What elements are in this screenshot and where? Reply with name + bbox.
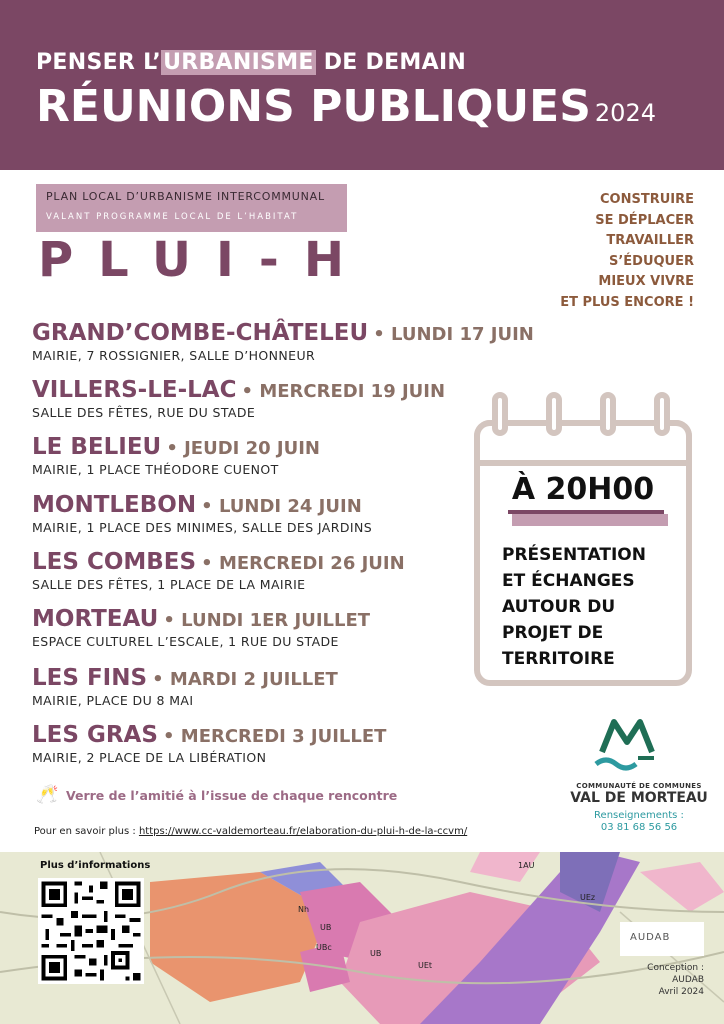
meeting-date-text: LUNDI 24 JUIN [218,496,362,517]
meeting-place: MAIRIE, 2 PLACE DE LA LIBÉRATION [32,750,267,765]
header-year: 2024 [594,99,656,127]
meeting-place: MAIRIE, 1 PLACE THÉODORE CUENOT [32,462,279,477]
plui-band [36,184,347,232]
meeting-place: MAIRIE, 1 PLACE DES MINIMES, SALLE DES JARDINS [32,520,373,535]
meeting-date-text: MERCREDI 26 JUIN [218,553,405,574]
toast-text: Verre de l’amitié à l’issue de chaque rencontre [66,788,398,803]
map-label: UBc [316,943,332,952]
header-banner [0,0,724,170]
more-info [34,826,467,837]
meeting-item [32,432,320,477]
meeting-item [32,490,372,535]
meeting-town: LES COMBES [32,549,197,575]
meeting-date-text: LUNDI 1ER JUILLET [181,610,371,631]
map-label: UB [370,949,382,958]
meeting-item [32,547,405,592]
calendar-time: À 20H00 [511,472,655,507]
meeting-date-text: MERCREDI 3 JUILLET [180,726,387,747]
calendar-card [474,420,692,686]
calendar-ring-icon [492,392,508,436]
meeting-item [32,318,534,363]
theme-item: MIEUX VIVRE [598,274,694,289]
meeting-date: • MERCREDI 19 JUIN [241,381,446,402]
plui-full-name: PLAN LOCAL D’URBANISME INTERCOMMUNAL [46,190,325,203]
meeting-town: LES FINS [32,665,148,691]
header-title [36,82,656,138]
audab-name: AUDAB [630,932,671,943]
champagne-glasses-icon: 🥂 [36,784,59,805]
calendar-ring-icon [600,392,616,436]
map-label: UEt [418,961,433,970]
more-info-label: Pour en savoir plus : [34,826,139,837]
community-name: VAL DE MORTEAU [570,790,708,806]
map-label: 1AU [518,861,535,870]
meeting-date-text: MARDI 2 JUILLET [169,669,338,690]
meeting-item [32,663,338,708]
plui-acronym: PLUI-H [38,232,369,288]
contact-label: Renseignements : [594,810,684,821]
theme-item: CONSTRUIRE [600,192,694,207]
meeting-date: • LUNDI 1ER JUILLET [163,610,371,631]
header-subtitle-end: DE DEMAIN [315,50,467,75]
calendar-line: PRÉSENTATION [502,545,646,565]
val-de-morteau-logo-icon [594,718,660,772]
credits-line: Avril 2024 [658,987,704,997]
meeting-item [32,604,370,649]
calendar-description [502,542,646,672]
meeting-date-text: JEUDI 20 JUIN [184,438,320,459]
theme-item: SE DÉPLACER [595,212,694,228]
calendar-underline [512,514,668,526]
qr-code[interactable] [38,878,144,984]
meeting-town: VILLERS-LE-LAC [32,377,237,403]
header-subtitle [36,50,466,75]
qr-label: Plus d’informations [40,860,151,871]
themes-list [560,190,694,313]
calendar-ring-icon [546,392,562,436]
meeting-place: SALLE DES FÊTES, RUE DU STADE [32,405,256,420]
calendar-ring-icon [654,392,670,436]
meeting-item [32,720,386,765]
meeting-date: • LUNDI 24 JUIN [201,496,362,517]
meeting-date-text: LUNDI 17 JUIN [391,324,534,345]
meeting-place: MAIRIE, PLACE DU 8 MAI [32,693,194,708]
map-label: Nh [298,905,310,914]
community-contact [564,810,714,834]
header-title-text: RÉUNIONS PUBLIQUES [36,81,591,132]
meeting-date: • LUNDI 17 JUIN [373,324,534,345]
credits-line: Conception : AUDAB [647,963,704,985]
calendar-line: TERRITOIRE [502,649,615,669]
theme-item: ET PLUS ENCORE ! [560,294,694,310]
meeting-town: MORTEAU [32,606,159,632]
plui-subtitle: VALANT PROGRAMME LOCAL DE L’HABITAT [46,212,299,222]
calendar-line: AUTOUR DU [502,597,616,617]
theme-item: TRAVAILLER [606,233,694,248]
community-small-label: COMMUNAUTÉ DE COMMUNES [576,782,702,790]
meeting-town: MONTLEBON [32,492,197,518]
header-subtitle-start: PENSER L’ [36,50,162,75]
map-label: UEz [580,893,596,902]
header-subtitle-highlight: URBANISME [163,50,314,75]
meeting-town: GRAND’COMBE-CHÂTELEU [32,320,369,346]
meeting-date: • MERCREDI 3 JUILLET [163,726,387,747]
meeting-town: LE BELIEU [32,434,162,460]
theme-item: S’ÉDUQUER [608,253,694,269]
meeting-item [32,375,445,420]
meeting-date: • JEUDI 20 JUIN [166,438,320,459]
meeting-date: • MARDI 2 JUILLET [152,669,338,690]
calendar-line: PROJET DE [502,623,604,643]
meeting-place: MAIRIE, 7 ROSSIGNIER, SALLE D’HONNEUR [32,348,316,363]
credits [620,962,704,998]
contact-phone: 03 81 68 56 56 [600,822,678,833]
more-info-link[interactable]: https://www.cc-valdemorteau.fr/elaboration-du-plui-h-de-la-ccvm/ [138,826,468,837]
calendar-underline-dark [508,510,664,514]
map-label: UB [320,923,332,932]
meeting-date: • MERCREDI 26 JUIN [201,553,405,574]
meeting-place: ESPACE CULTUREL L’ESCALE, 1 RUE DU STADE [32,634,339,649]
meeting-town: LES GRAS [32,722,158,748]
calendar-line: ET ÉCHANGES [502,571,635,591]
meeting-date-text: MERCREDI 19 JUIN [259,381,446,402]
meeting-place: SALLE DES FÊTES, 1 PLACE DE LA MAIRIE [32,577,306,592]
